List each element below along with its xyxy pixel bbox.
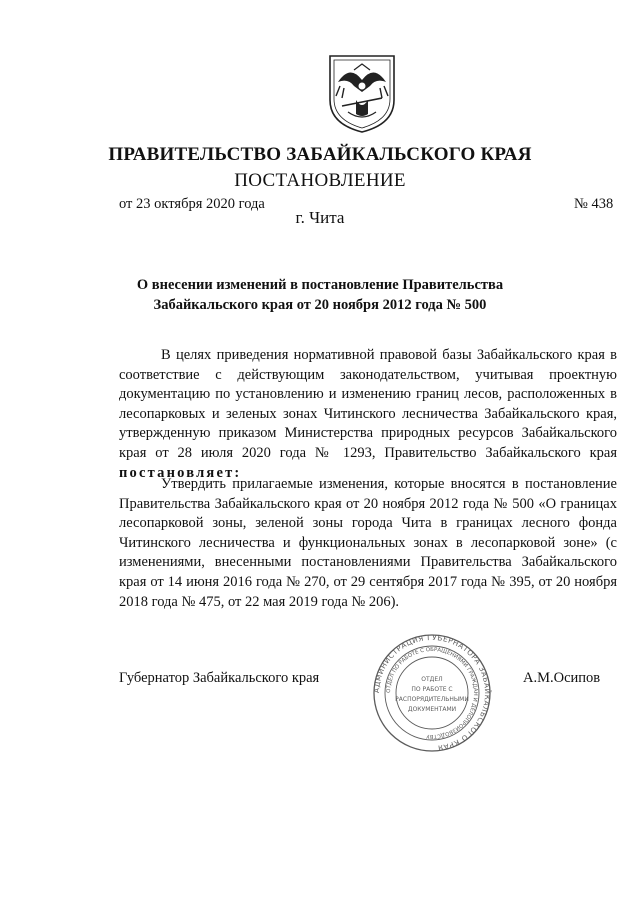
stamp-inner-text: ОТДЕЛ ПО РАБОТЕ С ОБРАЩЕНИЯМИ ГРАЖДАН И ДЕЛОПРОИЗВОДСТВУ xyxy=(385,646,479,740)
signatory-name: А.М.Осипов xyxy=(523,670,601,686)
document-type: ПОСТАНОВЛЕНИЕ xyxy=(234,170,406,191)
subject-line-1: О внесении изменений в постановление Правительства xyxy=(136,277,504,293)
resolution-text: Утвердить прилагаемые изменения, которые вносятся в постановление Правительства Забайкальского края от 20 ноября 2012 года № 500 «О границах лесопарковой зоны, зеленой зоны города Чита в границах лесного фонда Читинского лесничества и функциональных зонах в лесопарковой зоне» (с изменениями, внесенными постановлениями Правительства Забайкальского края от 14 июня 2016 года № 270, от 29 сентября 2017 года № 395, от 20 ноября 2018 года № 475, от 22 мая 2019 года № 206). xyxy=(119,476,617,610)
stamp-center-line: РАСПОРЯДИТЕЛЬНЫМИ xyxy=(395,696,469,703)
document-date: от 23 октября 2020 года xyxy=(119,196,265,212)
svg-text:ОТДЕЛ ПО РАБОТЕ С ОБРАЩЕНИЯМИ xyxy=(386,647,478,739)
coat-of-arms-icon xyxy=(326,52,398,134)
document-number: № 438 xyxy=(574,196,614,212)
preamble-paragraph xyxy=(119,346,617,483)
stamp-center-line: ПО РАБОТЕ С xyxy=(411,686,453,693)
stamp-outer-text: АДМИНИСТРАЦИЯ ГУБЕРНАТОРА ЗАБАЙКАЛЬСКОГО КРАЯ xyxy=(372,633,492,753)
stamp-center-line: ДОКУМЕНТАМИ xyxy=(407,706,457,713)
signatory-title: Губернатор Забайкальского края xyxy=(119,670,320,686)
official-stamp xyxy=(372,633,492,753)
government-heading: ПРАВИТЕЛЬСТВО ЗАБАЙКАЛЬСКОГО КРАЯ xyxy=(108,144,532,165)
stamp-center-line: ОТДЕЛ xyxy=(421,676,443,683)
resolves-keyword: постановляет: xyxy=(119,464,242,481)
document-subject xyxy=(0,275,640,315)
resolution-paragraph xyxy=(119,475,617,612)
subject-line-2: Забайкальского края от 20 ноября 2012 года № 500 xyxy=(153,297,487,313)
document-city: г. Чита xyxy=(295,208,345,227)
preamble-text: В целях приведения нормативной правовой базы Забайкальского края в соответствие с действующим законодательством, учитывая проектную документацию по установлению и изменению границ лесов, расположенных в лесопарковых и зеленых зонах Читинского лесничества Забайкальского края, утвержденную приказом Министерства природных ресурсов Забайкальского края от 28 июля 2020 года № 1293, Правительство Забайкальского края xyxy=(119,347,617,461)
